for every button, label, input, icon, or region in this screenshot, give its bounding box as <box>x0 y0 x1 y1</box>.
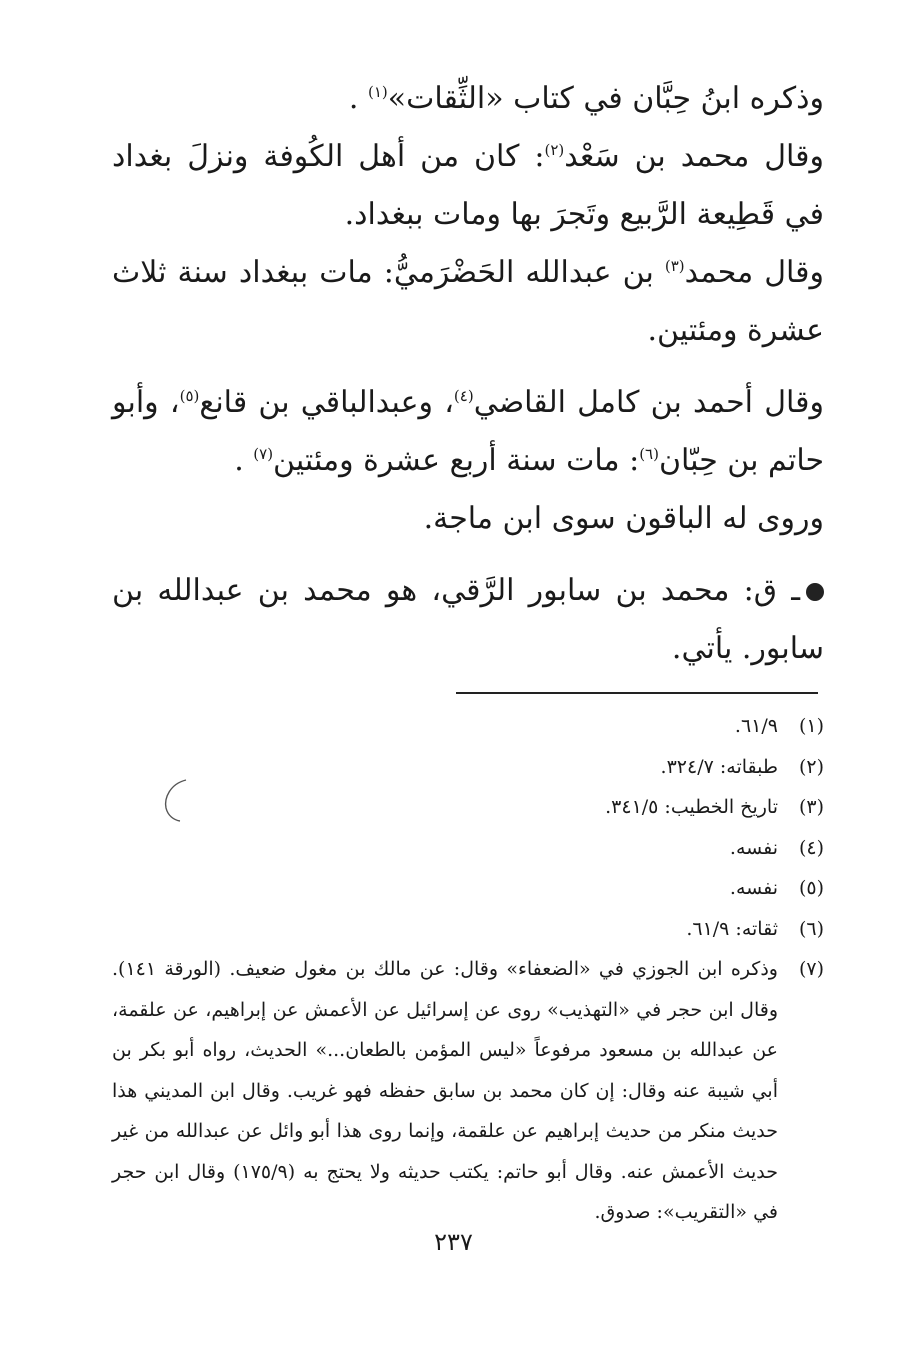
paragraph-death-date: وقال أحمد بن كامل القاضي$^{(٤)}$، وعبدالباقي بن قانع$^{(٥)}$، وأبو حاتم بن حِبّان$^{(٦)}$: مات سنة أربع عشرة ومئتين$^{(٧)}$ . <box>112 385 824 478</box>
footnote-text: نفسه. <box>729 877 778 899</box>
footnotes <box>112 706 824 1233</box>
footnote-number: (٢) <box>798 755 824 778</box>
entry-muhammad-ibn-sabur: ـ ق: محمد بن سابور الرَّقي، هو محمد بن عبدالله بن سابور. يأتي. <box>112 573 824 666</box>
footnote-number: (١) <box>798 715 824 737</box>
footnote-text: تاريخ الخطيب: ٣٤١/٥. <box>605 796 778 818</box>
paragraph-narrators: وروى له الباقون سوى ابن ماجة. <box>423 501 824 536</box>
footnote-ref[interactable]: (٧) <box>253 445 274 463</box>
paragraph-ibn-hibban: وذكره ابنُ حِبَّان في كتاب «الثِّقات»$^{(١)}$ . <box>348 81 824 116</box>
footnote-text: ثقاته: ٦١/٩. <box>686 917 778 940</box>
footnote-number: (٤) <box>798 836 824 859</box>
footnote-7 <box>112 949 824 1233</box>
paragraph-ibn-sad: وقال محمد بن سَعْد$^{(٢)}$: كان من أهل الكُوفة ونزلَ بغداد في قَطِيعة الرَّبيع وتَجرَ بها ومات ببغداد. <box>112 139 824 232</box>
bullet-icon <box>806 583 824 601</box>
footnote-text: ٦١/٩. <box>734 715 778 737</box>
footnote-text: طبقاته: ٣٢٤/٧. <box>660 755 778 778</box>
footnote-ref[interactable]: (٤) <box>453 387 474 405</box>
footnote-ref[interactable]: (٥) <box>179 387 200 405</box>
footnote-number: (٥) <box>798 877 824 899</box>
footnote-ref[interactable]: (٣) <box>664 257 685 275</box>
footnote-number: (٦) <box>798 917 824 940</box>
footnote-ref[interactable]: (٦) <box>639 445 659 463</box>
footnote-ref[interactable]: (٢) <box>544 141 565 159</box>
footnote-3 <box>112 787 824 828</box>
main-text <box>112 70 824 678</box>
footnote-6 <box>112 909 824 950</box>
footnote-separator <box>456 692 818 694</box>
footnote-text: وذكره ابن الجوزي في «الضعفاء» وقال: عن مالك بن مغول ضعيف. (الورقة ١٤١). وقال ابن حجر في «التهذيب» روى عن إسرائيل عن الأعمش عن إبراهيم، عن علقمة، عن عبدالله بن مسعود مرفوعاً «ليس المؤمن بالطعان...» الحديث، رواه أبو بكر بن أبي شيبة عنه وقال: إن كان محمد بن سابق حفظه فهو غريب. وقال ابن المديني هذا حديث منكر من حديث إبراهيم عن علقمة، وإنما روى هذا أبو وائل عن عبدالله من غير حديث الأعمش عنه. وقال أبو حاتم: يكتب حديثه ولا يحتج به (١٧٥/٩) وقال ابن حجر في «التقريب»: صدوق. <box>112 958 779 1223</box>
page-number: ٢٣٧ <box>434 1228 473 1256</box>
footnote-ref[interactable]: (١) <box>367 83 388 101</box>
footnote-4 <box>112 828 824 869</box>
footnote-5 <box>112 868 824 909</box>
footnote-text: نفسه. <box>729 836 778 859</box>
footnote-number: (٣) <box>798 796 824 818</box>
footnote-number: (٧) <box>798 958 824 980</box>
footnote-1 <box>112 706 824 747</box>
footnote-2 <box>112 747 824 788</box>
paragraph-hadrami: وقال محمد$^{(٣)}$ بن عبدالله الحَضْرَميُّ: مات ببغداد سنة ثلاث عشرة ومئتين. <box>112 255 824 348</box>
